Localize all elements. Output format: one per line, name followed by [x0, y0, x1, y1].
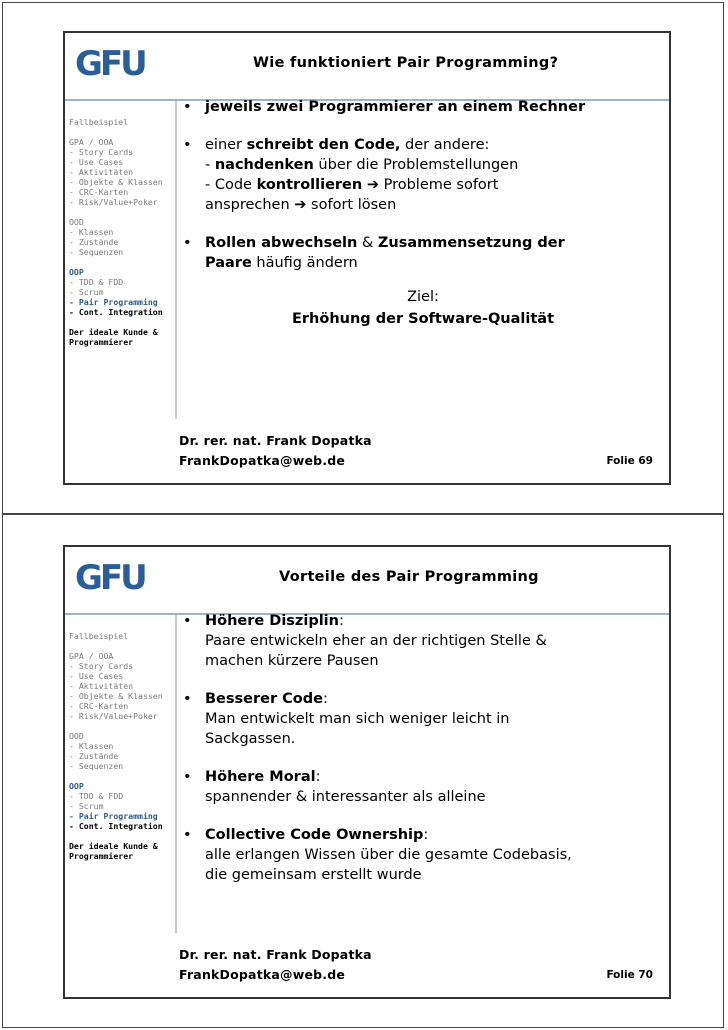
sidebar-divider	[175, 101, 177, 419]
advantage-line: spannender & interessanter als alleine	[205, 789, 486, 805]
nav-item: - Risk/Value+Poker	[69, 197, 158, 207]
slide-header	[65, 547, 669, 613]
advantage-line: Paare entwickeln eher an der richtigen Stelle &	[205, 633, 547, 649]
nav-item: - TDD & FDD	[69, 277, 124, 287]
arrow-right-icon: ➔	[294, 197, 307, 213]
nav-item: - Klassen	[69, 227, 114, 237]
text: sofort lösen	[306, 197, 397, 213]
nav-item: - Sequenzen	[69, 247, 124, 257]
slide-header	[65, 33, 669, 99]
slide-body	[179, 97, 667, 329]
nav-item: - Klassen	[69, 741, 114, 751]
nav-item: - Zustände	[69, 751, 119, 761]
nav-item: - Cont. Integration	[69, 307, 163, 317]
text-bold: Rollen abwechseln	[205, 235, 358, 251]
nav-kunde: Programmierer	[69, 851, 134, 861]
nav-item: - Story Cards	[69, 661, 134, 671]
text: -	[205, 157, 215, 173]
bullet-dot: •	[183, 769, 192, 785]
gfu-logo	[73, 559, 157, 595]
sidebar-nav	[69, 107, 169, 347]
text-bold: nachdenken	[214, 157, 314, 173]
bullet-dot: •	[183, 137, 192, 153]
bullet-text: jeweils zwei Programmierer an einem Rechner	[205, 99, 586, 115]
text: über die Problemstellungen	[313, 157, 519, 173]
author: Dr. rer. nat. Frank Dopatka	[179, 433, 372, 448]
email: FrankDopatka@web.de	[179, 967, 346, 982]
slide-number: Folie 70	[606, 969, 653, 981]
slide-title: Vorteile des Pair Programming	[279, 569, 539, 585]
ziel-text: Erhöhung der Software-Qualität	[292, 311, 554, 327]
nav-ood: OOD	[69, 217, 84, 227]
advantage-line: alle erlangen Wissen über die gesamte Codebasis,	[205, 847, 572, 863]
email: FrankDopatka@web.de	[179, 453, 346, 468]
nav-item: - Scrum	[69, 801, 104, 811]
bullet-1	[179, 97, 667, 117]
nav-item: - TDD & FDD	[69, 791, 124, 801]
author: Dr. rer. nat. Frank Dopatka	[179, 947, 372, 962]
text-bold: kontrollieren	[256, 177, 363, 193]
nav-oop: OOP	[69, 781, 84, 791]
nav-item: - Aktivitäten	[69, 681, 134, 691]
nav-item-active: - Pair Programming	[69, 297, 158, 307]
slide-number: Folie 69	[606, 455, 653, 467]
advantage-item: • Höhere Disziplin: Paare entwickeln eher an der richtigen Stelle & machen kürzere Pausen	[179, 611, 667, 671]
advantage-head: Höhere Moral	[205, 769, 316, 785]
bullet-3	[179, 233, 667, 273]
sidebar-nav	[69, 621, 169, 861]
nav-item: - Use Cases	[69, 157, 124, 167]
advantage-item: • Besserer Code: Man entwickelt man sich weniger leicht in Sackgassen.	[179, 689, 667, 749]
nav-item: - Risk/Value+Poker	[69, 711, 158, 721]
arrow-right-icon: ➔	[366, 177, 379, 193]
slide-footer	[179, 945, 372, 985]
text: ansprechen	[205, 197, 290, 213]
text: Probleme sofort	[378, 177, 499, 193]
nav-item: - Objekte & Klassen	[69, 177, 163, 187]
nav-fallbeispiel: Fallbeispiel	[69, 631, 129, 641]
page-1	[2, 2, 724, 514]
slide-70	[63, 545, 671, 999]
nav-ood: OOD	[69, 731, 84, 741]
nav-item: - Objekte & Klassen	[69, 691, 163, 701]
text-bold: Paare	[205, 255, 252, 271]
text-bold: schreibt den Code,	[246, 137, 401, 153]
slide-69	[63, 31, 671, 485]
bullet-dot: •	[183, 827, 192, 843]
nav-kunde: Der ideale Kunde &	[69, 327, 158, 337]
nav-item: - Cont. Integration	[69, 821, 163, 831]
advantage-line: machen kürzere Pausen	[205, 653, 379, 669]
bullet-dot: •	[183, 613, 192, 629]
bullet-2	[179, 135, 667, 215]
gfu-logo	[73, 45, 157, 81]
nav-item: - Use Cases	[69, 671, 124, 681]
nav-item: - Sequenzen	[69, 761, 124, 771]
nav-item: - Zustände	[69, 237, 119, 247]
slide-title: Wie funktioniert Pair Programming?	[253, 55, 559, 71]
nav-kunde: Programmierer	[69, 337, 134, 347]
nav-gpa: GPA / OOA	[69, 651, 114, 661]
advantage-line: Man entwickelt man sich weniger leicht in	[205, 711, 510, 727]
nav-item: - Aktivitäten	[69, 167, 134, 177]
nav-item-active: - Pair Programming	[69, 811, 158, 821]
sidebar-divider	[175, 615, 177, 933]
text: &	[357, 235, 378, 251]
nav-item: - Scrum	[69, 287, 104, 297]
slide-body	[179, 611, 667, 895]
svg-text:GFU: GFU	[75, 45, 145, 81]
nav-item: - CRC-Karten	[69, 701, 129, 711]
bullet-dot: •	[183, 691, 192, 707]
page-2	[2, 514, 724, 1028]
svg-text:GFU: GFU	[75, 559, 145, 595]
advantage-line: Sackgassen.	[205, 731, 296, 747]
nav-oop: OOP	[69, 267, 84, 277]
text: einer	[205, 137, 247, 153]
advantage-head: Besserer Code	[205, 691, 323, 707]
advantage-head: Höhere Disziplin	[205, 613, 339, 629]
nav-fallbeispiel: Fallbeispiel	[69, 117, 129, 127]
nav-kunde: Der ideale Kunde &	[69, 841, 158, 851]
text: häufig ändern	[251, 255, 358, 271]
ziel-label: Ziel:	[407, 289, 439, 305]
advantage-head: Collective Code Ownership	[205, 827, 424, 843]
text: der andere:	[400, 137, 490, 153]
text-bold: Zusammensetzung der	[377, 235, 565, 251]
nav-gpa: GPA / OOA	[69, 137, 114, 147]
advantage-line: die gemeinsam erstellt wurde	[205, 867, 422, 883]
advantage-item: • Höhere Moral: spannender & interessanter als alleine	[179, 767, 667, 807]
bullet-dot: •	[183, 99, 192, 115]
bullet-dot: •	[183, 235, 192, 251]
slide-footer	[179, 431, 372, 471]
text: - Code	[205, 177, 257, 193]
nav-item: - Story Cards	[69, 147, 134, 157]
advantage-item: • Collective Code Ownership: alle erlangen Wissen über die gesamte Codebasis, die gemeinsam erstellt wurde	[179, 825, 667, 885]
nav-item: - CRC-Karten	[69, 187, 129, 197]
